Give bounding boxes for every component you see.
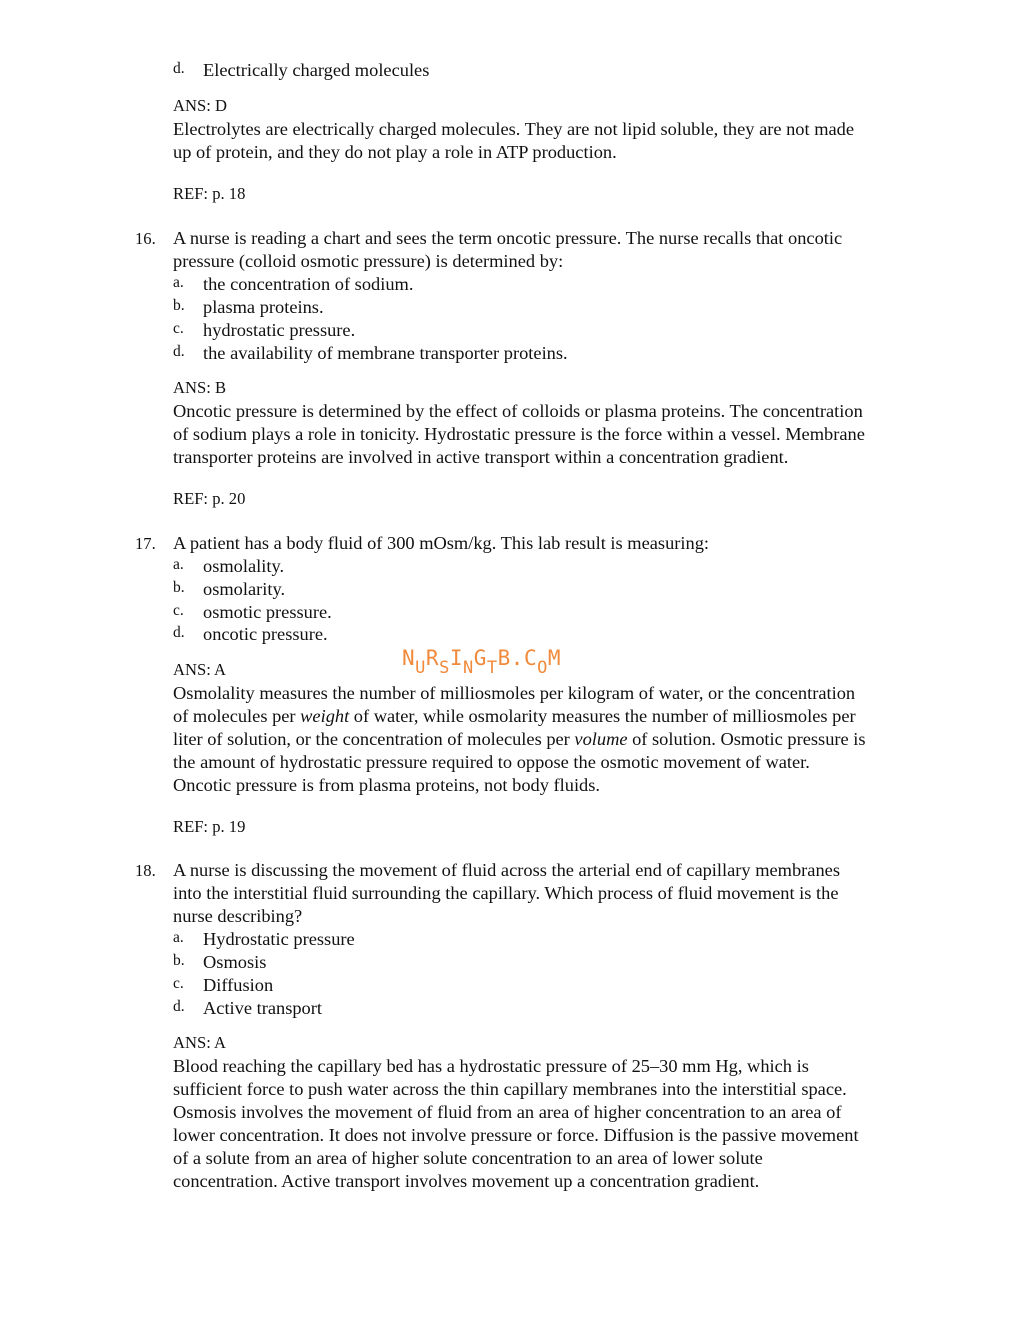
rationale-line: liter of solution, or the concentration of molecules per volume of solution. Osmotic pressure is	[173, 729, 866, 749]
option-letter: c.	[173, 320, 184, 337]
question-stem-line: A nurse is discussing the movement of fluid across the arterial end of capillary membranes	[173, 860, 840, 880]
option-text: Diffusion	[203, 975, 274, 995]
option-letter: b.	[173, 297, 185, 314]
question-stem-line: A patient has a body fluid of 300 mOsm/kg. This lab result is measuring:	[173, 533, 709, 553]
option-text: the availability of membrane transporter proteins.	[203, 343, 568, 363]
answer-label: ANS: A	[173, 660, 227, 679]
option-letter: c.	[173, 975, 184, 992]
rationale-line: Oncotic pressure is from plasma proteins, not body fluids.	[173, 775, 600, 795]
reference: REF: p. 20	[173, 489, 246, 508]
option-text: oncotic pressure.	[203, 624, 328, 644]
option-text: plasma proteins.	[203, 297, 324, 317]
emphasis-word: volume	[574, 729, 628, 749]
option-letter: c.	[173, 602, 184, 619]
rationale-line: concentration. Active transport involves movement up a concentration gradient.	[173, 1171, 760, 1191]
rationale-line: of sodium plays a role in tonicity. Hydrostatic pressure is the force within a vessel. Membrane	[173, 424, 865, 444]
rationale-line: Osmosis involves the movement of fluid from an area of higher concentration to an area of	[173, 1102, 842, 1122]
option-letter: b.	[173, 952, 185, 969]
rationale-line: Blood reaching the capillary bed has a hydrostatic pressure of 25–30 mm Hg, which is	[173, 1056, 809, 1076]
rationale-line: Electrolytes are electrically charged molecules. They are not lipid soluble, they are not made	[173, 119, 855, 139]
reference: REF: p. 18	[173, 184, 246, 203]
rationale-line: of molecules per weight of water, while osmolarity measures the number of milliosmoles per	[173, 706, 856, 726]
question-number: 18.	[135, 861, 156, 880]
option-letter: a.	[173, 274, 184, 291]
watermark-logo: NURSINGTB.COM	[402, 646, 561, 678]
option-text: Active transport	[203, 998, 322, 1018]
emphasis-word: weight	[300, 706, 350, 726]
rationale-line: lower concentration. It does not involve pressure or force. Diffusion is the passive movement	[173, 1125, 859, 1145]
option-text: osmolality.	[203, 556, 285, 576]
option-text: osmolarity.	[203, 579, 286, 599]
rationale-line: up of protein, and they do not play a role in ATP production.	[173, 142, 617, 162]
question-number: 16.	[135, 229, 156, 248]
option-text: the concentration of sodium.	[203, 274, 414, 294]
option-letter: d.	[173, 60, 185, 77]
answer-label: ANS: B	[173, 378, 227, 397]
option-letter: a.	[173, 556, 184, 573]
rationale-line: transporter proteins are involved in active transport within a concentration gradient.	[173, 447, 789, 467]
question-stem-line: into the interstitial fluid surrounding the capillary. Which process of fluid movement is the	[173, 883, 839, 903]
option-text: osmotic pressure.	[203, 602, 332, 622]
option-letter: a.	[173, 929, 184, 946]
option-text: Osmosis	[203, 952, 267, 972]
question-stem-line: A nurse is reading a chart and sees the term oncotic pressure. The nurse recalls that oncotic	[173, 228, 843, 248]
rationale-line: Oncotic pressure is determined by the effect of colloids or plasma proteins. The concentration	[173, 401, 863, 421]
rationale-line: Osmolality measures the number of milliosmoles per kilogram of water, or the concentration	[173, 683, 856, 703]
option-text: hydrostatic pressure.	[203, 320, 356, 340]
rationale-line: the amount of hydrostatic pressure required to oppose the osmotic movement of water.	[173, 752, 810, 772]
option-text: Hydrostatic pressure	[203, 929, 355, 949]
rationale-line: of a solute from an area of higher solute concentration to an area of lower solute	[173, 1148, 763, 1168]
question-stem-line: pressure (colloid osmotic pressure) is determined by:	[173, 251, 564, 271]
option-letter: d.	[173, 998, 185, 1015]
option-letter: b.	[173, 579, 185, 596]
option-letter: d.	[173, 343, 185, 360]
answer-label: ANS: D	[173, 96, 227, 115]
option-text: Electrically charged molecules	[203, 60, 430, 80]
rationale-line: sufficient force to push water across the thin capillary membranes into the interstitial space.	[173, 1079, 847, 1099]
question-number: 17.	[135, 534, 156, 553]
option-letter: d.	[173, 624, 185, 641]
question-stem-line: nurse describing?	[173, 906, 303, 926]
reference: REF: p. 19	[173, 817, 246, 836]
answer-label: ANS: A	[173, 1033, 227, 1052]
